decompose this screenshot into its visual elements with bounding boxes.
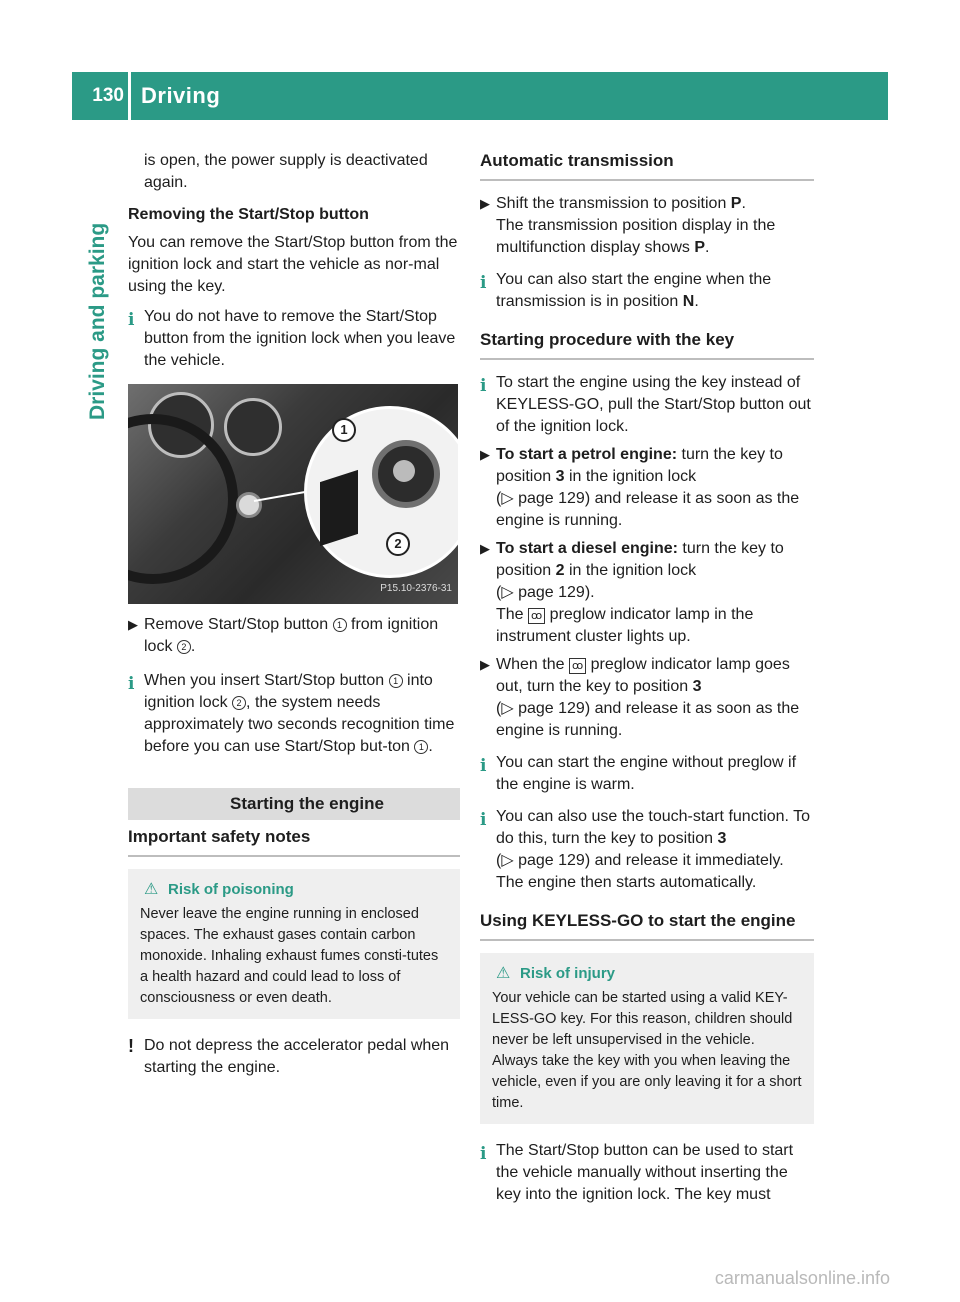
info-note: i When you insert Start/Stop button 1 into ignition lock 2 , the system needs approximately two seconds recognition time before you can use Start/Stop but-ton 1 . <box>128 672 455 755</box>
info-icon: i <box>480 376 487 396</box>
photo-caption: P15.10-2376-31 <box>380 583 452 594</box>
right-column <box>480 150 814 1206</box>
info-note: i You can also start the engine when the transmission is in position N. <box>480 271 772 310</box>
page-header <box>72 72 888 120</box>
bullet-icon: ▶ <box>480 657 490 672</box>
warning-text: Your vehicle can be started using a valid KEY-LESS-GO key. For this reason, children should never be left unsupervised in the vehicle. Always take the key with you when leaving the vehicle, even if you are only leaving it for a short time. <box>492 990 802 1111</box>
warning-title: ⚠ Risk of injury <box>496 965 616 982</box>
watermark: carmanualsonline.info <box>714 1268 890 1288</box>
paragraph-remove: You can remove the Start/Stop button from the ignition lock and start the vehicle as nor-mal using the key. <box>128 234 458 295</box>
info-note: i To start the engine using the key instead of KEYLESS-GO, pull the Start/Stop button out of the ignition lock. <box>480 374 811 435</box>
warning-box <box>128 869 460 1019</box>
instruction-diesel: ▶ To start a diesel engine: turn the key to position 2 in the ignition lock (▷ page 129). The ꝏ preglow indicator lamp in the instrument cluster lights up. <box>480 540 784 645</box>
heading-keyless-go: Using KEYLESS-GO to start the engine <box>480 910 814 941</box>
page-number: 130 <box>92 85 124 106</box>
info-icon: i <box>480 273 487 293</box>
bullet-icon: ▶ <box>480 447 490 462</box>
start-stop-button-icon <box>236 492 262 518</box>
instruction-petrol: ▶ To start a petrol engine: turn the key to position 3 in the ignition lock (▷ page 129) and release it as soon as the engine is running. <box>480 446 800 529</box>
bullet-icon: ▶ <box>480 541 490 556</box>
note-exclamation: ! Do not depress the accelerator pedal when starting the engine. <box>128 1036 450 1076</box>
warning-text: Never leave the engine running in enclosed spaces. The exhaust gases contain carbon monoxide. Inhaling exhaust fumes consti-tutes a health hazard and could lead to loss of consciousness or even death. <box>140 906 439 1006</box>
info-icon: i <box>480 810 487 830</box>
removed-button-icon <box>320 470 358 546</box>
section-heading-starting: Starting the engine <box>128 788 460 820</box>
ignition-lock-photo <box>128 384 458 604</box>
callout-2: 2 <box>386 532 410 556</box>
bullet-icon: ▶ <box>480 196 490 211</box>
heading-key-procedure: Starting procedure with the key <box>480 329 814 360</box>
info-note: i You can also use the touch-start function. To do this, turn the key to position 3 (▷ page 129) and release it immediately. The engine then starts automatically. <box>480 808 810 891</box>
bullet-icon: ▶ <box>128 617 138 632</box>
left-column <box>128 150 460 1079</box>
warning-box <box>480 953 814 1124</box>
warning-icon: ⚠ <box>496 965 511 982</box>
lock-cylinder-icon <box>393 460 415 482</box>
header-divider <box>128 72 131 120</box>
steering-wheel-icon <box>128 414 238 584</box>
info-icon: i <box>480 756 487 776</box>
info-note: i The Start/Stop button can be used to start the vehicle manually without inserting the key into the ignition lock. The key must <box>480 1142 794 1203</box>
warning-icon: ⚠ <box>144 881 159 898</box>
instruction-preglow-off: ▶ When the ꝏ preglow indicator lamp goes out, turn the key to position 3 (▷ page 129) and release it as soon as the engine is running. <box>480 656 800 739</box>
preglow-icon: ꝏ <box>569 658 586 674</box>
instruction-shift: ▶ Shift the transmission to position P. The transmission position display in the multifunction display shows P. <box>480 195 776 256</box>
callout-1: 1 <box>332 418 356 442</box>
paragraph-top: is open, the power supply is deactivated again. <box>144 152 428 191</box>
heading-removing-button: Removing the Start/Stop button <box>128 206 369 223</box>
section-title: Driving <box>141 83 221 108</box>
heading-safety-notes: Important safety notes <box>128 826 460 857</box>
gauge-icon <box>224 398 282 456</box>
preglow-icon: ꝏ <box>528 608 545 624</box>
instruction-remove-button: ▶ Remove Start/Stop button 1 from ignition lock 2 . <box>128 616 439 655</box>
warning-title: ⚠ Risk of poisoning <box>144 881 294 898</box>
info-icon: i <box>128 310 135 330</box>
info-note: i You can start the engine without preglow if the engine is warm. <box>480 754 797 793</box>
info-icon: i <box>128 674 135 694</box>
info-note: i You do not have to remove the Start/Stop button from the ignition lock when you leave the vehicle. <box>128 308 456 369</box>
heading-automatic-transmission: Automatic transmission <box>480 150 814 181</box>
info-icon: i <box>480 1144 487 1164</box>
exclamation-icon: ! <box>128 1036 134 1056</box>
